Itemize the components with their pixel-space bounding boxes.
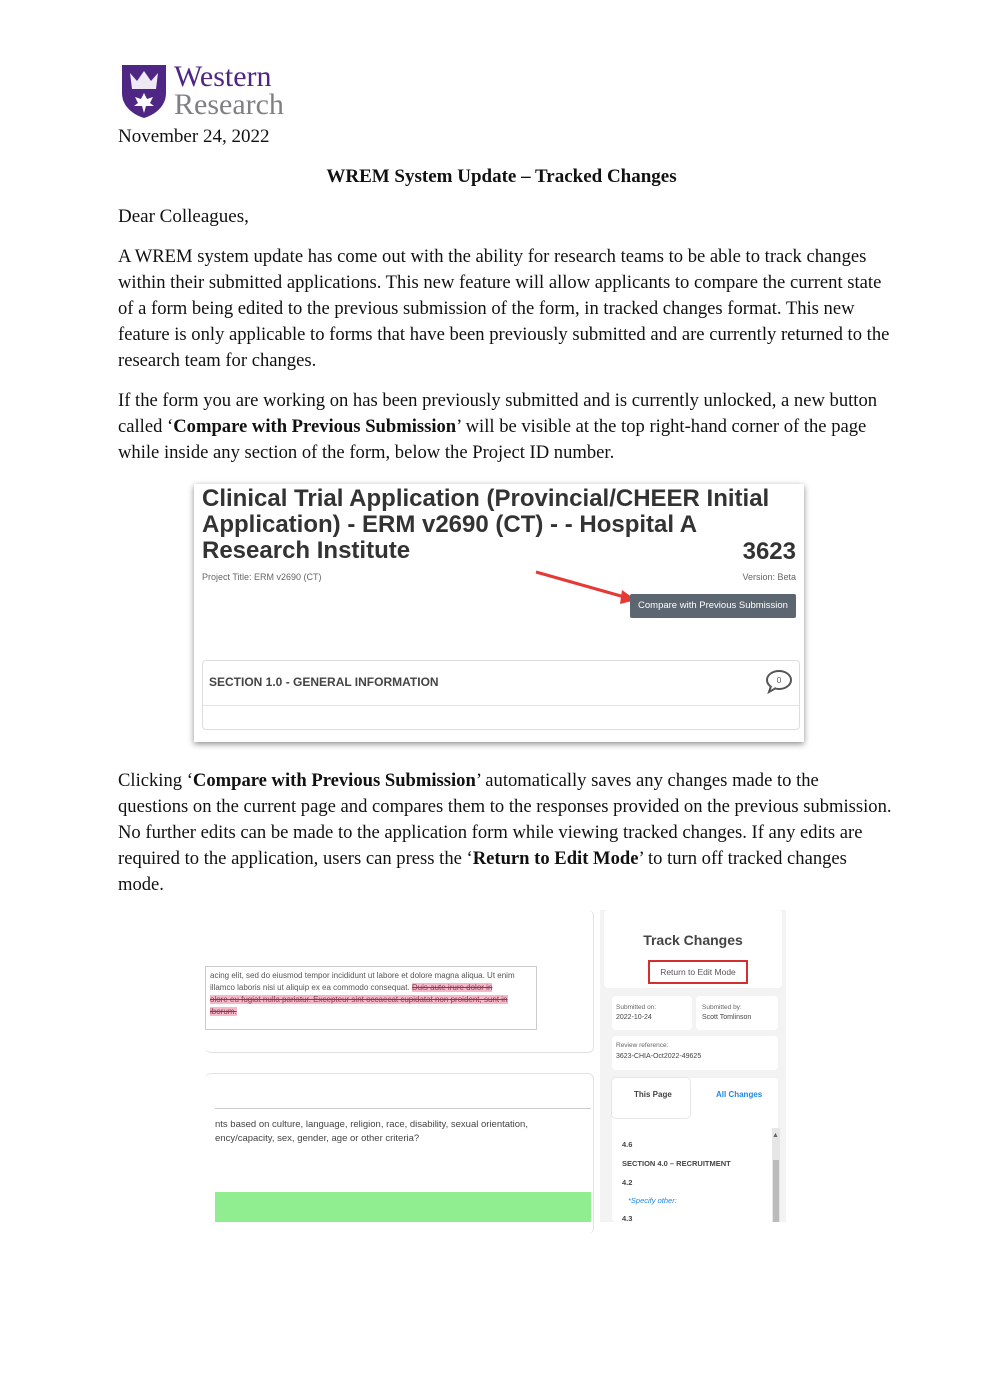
list-item[interactable]: 4.6 xyxy=(622,1140,633,1149)
bold-button-name: Compare with Previous Submission xyxy=(192,770,476,791)
western-research-logo xyxy=(120,60,310,123)
tab-all-changes[interactable]: All Changes xyxy=(716,1090,763,1099)
answer-line: acing elit, sed do eiusmod tempor incididunt ut labore et dolore magna aliqua. Ut enim xyxy=(210,971,515,980)
review-reference-value: 3623-CHIA-Oct2022-49625 xyxy=(616,1053,702,1060)
paragraph-intro: A WREM system update has come out with the ability for research teams to be able to track changes within their submitted applications. This new feature will allow applicants to compare the current state of a form being edited to the previous submission of the form, in tracked changes format. This new feature is only applicable to forms that have been previously submitted and are currently returned to the research team for changes. xyxy=(118,246,890,371)
list-item[interactable]: 4.2 xyxy=(622,1178,633,1187)
red-arrow-icon xyxy=(532,564,642,606)
submitted-by-value: Scott Tomlinson xyxy=(702,1014,752,1021)
submitted-on-card xyxy=(612,996,692,1030)
track-changes-panel xyxy=(600,910,786,1222)
section-divider xyxy=(203,705,799,706)
salutation: Dear Colleagues, xyxy=(118,206,249,227)
submitted-by-label: Submitted by: xyxy=(702,1004,742,1011)
bold-return-mode: Return to Edit Mode xyxy=(472,848,639,869)
deleted-text: iborum. xyxy=(210,1007,237,1016)
question-line: nts based on culture, language, religion, race, disability, sexual orientation, xyxy=(215,1119,528,1130)
comment-count: 0 xyxy=(776,676,782,685)
scrollbar-thumb[interactable] xyxy=(773,1160,779,1222)
submitted-on-value: 2022-10-24 xyxy=(616,1014,652,1021)
letter-date: November 24, 2022 xyxy=(118,126,270,147)
tracked-answer-box xyxy=(205,966,537,1030)
added-highlight-block xyxy=(215,1192,591,1222)
paragraph-text: ’ to turn off tracked changes mode. xyxy=(118,848,847,895)
question-line: ency/capacity, sex, gender, age or other criteria? xyxy=(215,1133,420,1144)
deleted-text: Duis aute irure dolor in xyxy=(411,983,493,992)
form-content-area xyxy=(210,910,593,1222)
paragraph-text: ’ will be visible at the top right-hand corner of the page while inside any section of the form, below the Project ID number. xyxy=(118,416,867,463)
submitted-on-label: Submitted on: xyxy=(616,1004,657,1011)
tab-this-page[interactable]: This Page xyxy=(634,1090,672,1099)
paragraph-text: Clicking ‘ xyxy=(118,770,193,791)
answer-line xyxy=(210,982,532,994)
version-label: Version: Beta xyxy=(742,572,796,582)
logo-text-research: Research xyxy=(174,88,284,121)
paragraph-compare-button xyxy=(118,388,893,466)
submitted-by-card xyxy=(696,996,778,1030)
deleted-text: olore eu fugiat nulla pariatur. Excepteur sint occaecat cupidatat non proident, sunt in xyxy=(210,995,508,1004)
paragraph-tracked-changes xyxy=(118,768,893,898)
list-item[interactable]: SECTION 4.0 – RECRUITMENT xyxy=(622,1159,731,1168)
letter-title: WREM System Update – Tracked Changes xyxy=(326,166,677,187)
answer-line xyxy=(210,994,532,1006)
bold-button-name: Compare with Previous Submission xyxy=(173,416,457,437)
list-item[interactable]: *Specify other: xyxy=(628,1196,677,1205)
comment-bubble-icon[interactable] xyxy=(765,669,793,693)
screenshot-compare-button xyxy=(194,484,804,742)
paragraph-text: If the form you are working on has been previously submitted and is currently unlocked, a new button called ‘ xyxy=(118,390,878,437)
compare-with-previous-submission-button[interactable]: Compare with Previous Submission xyxy=(630,594,796,618)
answer-line xyxy=(210,1006,532,1018)
section-card xyxy=(202,660,800,730)
screenshot-track-changes xyxy=(210,910,786,1223)
review-reference-label: Review reference: xyxy=(616,1042,669,1049)
question-divider xyxy=(215,1108,591,1109)
project-title: Project Title: ERM v2690 (CT) xyxy=(202,572,322,582)
list-item[interactable]: 4.3 xyxy=(622,1214,633,1223)
return-to-edit-mode-button[interactable]: Return to Edit Mode xyxy=(648,960,748,984)
paragraph-text: ’ automatically saves any changes made to the questions on the current page and compares them to the responses provided on the previous submission. No further edits can be made to the application form while viewing tracked changes. If any edits are required to the application, users can press the ‘ xyxy=(118,770,892,869)
application-title: Clinical Trial Application (Provincial/CHEER Initial Application) - ERM v2690 (CT) - - Hospital A Research Institute xyxy=(202,485,770,564)
logo-text-western: Western xyxy=(174,60,272,93)
answer-text: illamco laboris nisi ut aliquip ex ea commodo consequat. xyxy=(210,983,410,992)
question-text xyxy=(215,1118,528,1146)
shield-crest-icon xyxy=(120,63,168,119)
scroll-up-icon[interactable]: ▲ xyxy=(772,1132,779,1139)
track-changes-title: Track Changes xyxy=(643,932,743,948)
project-id: 3623 xyxy=(742,538,796,565)
section-label: SECTION 1.0 - GENERAL INFORMATION xyxy=(209,675,439,689)
